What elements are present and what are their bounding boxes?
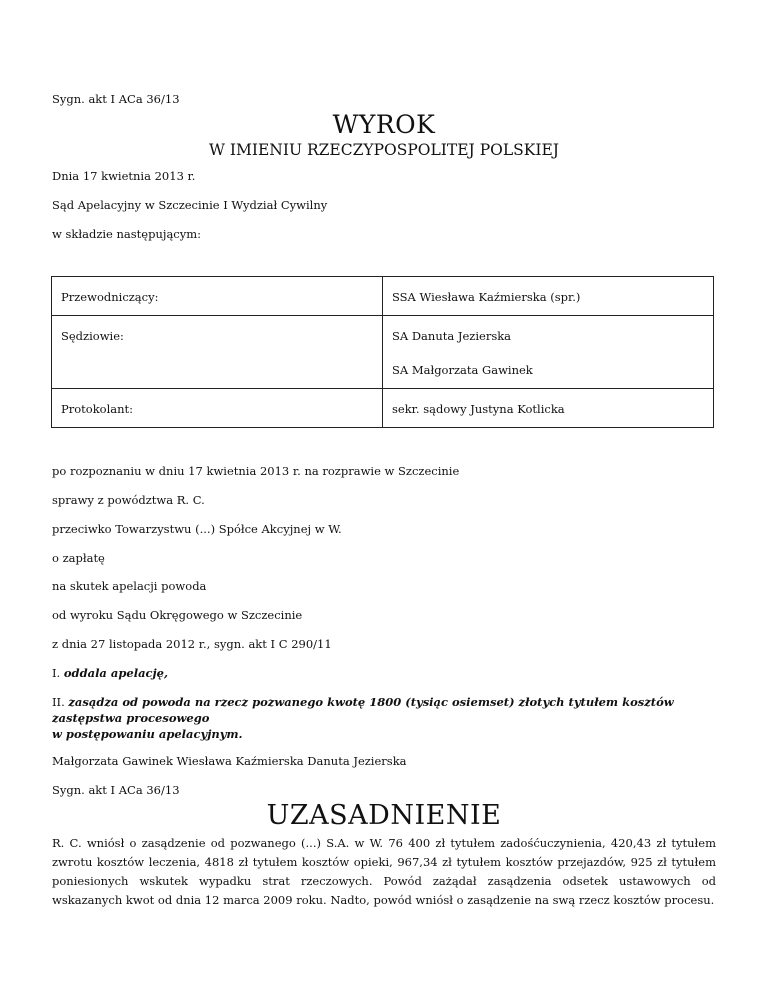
panel-names [383, 277, 714, 316]
ruling-text: zasądza od powoda na rzecz pozwanego kwotę 1800 (tysiąc osiemset) złotych tytułem kosztów [68, 695, 674, 709]
ruling-number: I. [52, 666, 61, 680]
judge-name: SA Danuta Jezierska [392, 329, 512, 343]
ruling-number: II. [52, 695, 65, 709]
panel-role: Protokolant: [52, 389, 383, 428]
document-title: WYROK [332, 110, 436, 139]
case-signature: Sygn. akt I ACa 36/13 [52, 92, 180, 106]
panel-table [51, 276, 714, 428]
ruling-text: zastępstwa procesowego [52, 711, 210, 725]
court-name: Sąd Apelacyjny w Szczecinie I Wydział Cywilny [52, 198, 328, 212]
justification-paragraph: R. C. wniósł o zasądzenie od pozwanego (...) S.A. w W. 76 400 zł tytułem zadośćuczynienia, 420,43 zł tytułem zwrotu kosztów leczenia, 4818 zł tytułem kosztów opieki, 967,34 zł tytułem kosztów przejazdów, 925 zł tytułem poniesionych wskutek wypadku strat rzeczowych. Powód zażądał zasądzenia odsetek ustawowych od wskazanych kwot od dnia 12 marca 2009 roku. Nadto, powód wniósł o zasądzenie na swą rzecz kosztów procesu. [52, 836, 716, 907]
composition-label: w składzie następującym: [52, 227, 202, 241]
panel-role: Sędziowie: [52, 316, 383, 389]
ruling-item-1 [52, 665, 168, 681]
judge-name: SSA Wiesława Kaźmierska (spr.) [392, 290, 581, 304]
panel-role: Przewodniczący: [52, 277, 383, 316]
date-line: Dnia 17 kwietnia 2013 r. [52, 169, 196, 183]
justification-title: UZASADNIENIE [266, 800, 502, 831]
against-line: przeciwko Towarzystwu (...) Spółce Akcyjnej w W. [52, 522, 342, 536]
justification-signature: Sygn. akt I ACa 36/13 [52, 783, 180, 797]
table-row [52, 389, 714, 428]
judge-name: sekr. sądowy Justyna Kotlicka [392, 402, 565, 416]
from-line: od wyroku Sądu Okręgowego w Szczecinie [52, 608, 303, 622]
judge-name: SA Małgorzata Gawinek [392, 363, 533, 377]
ruling-text: w postępowaniu apelacyjnym. [52, 727, 243, 741]
table-row [52, 277, 714, 316]
appeal-line: na skutek apelacji powoda [52, 579, 207, 593]
signatures: Małgorzata Gawinek Wiesława Kaźmierska Danuta Jezierska [52, 754, 407, 768]
panel-names [383, 316, 714, 389]
date-ref-line: z dnia 27 listopada 2012 r., sygn. akt I C 290/11 [52, 637, 332, 651]
document-subtitle: W IMIENIU RZECZYPOSPOLITEJ POLSKIEJ [209, 141, 559, 159]
subject-line: o zapłatę [52, 551, 105, 565]
table-row [52, 316, 714, 389]
panel-names [383, 389, 714, 428]
ruling-item-2 [52, 694, 674, 710]
hearing-line: po rozpoznaniu w dniu 17 kwietnia 2013 r. na rozprawie w Szczecinie [52, 464, 460, 478]
ruling-text: oddala apelację, [63, 666, 168, 680]
claim-line: sprawy z powództwa R. C. [52, 493, 205, 507]
